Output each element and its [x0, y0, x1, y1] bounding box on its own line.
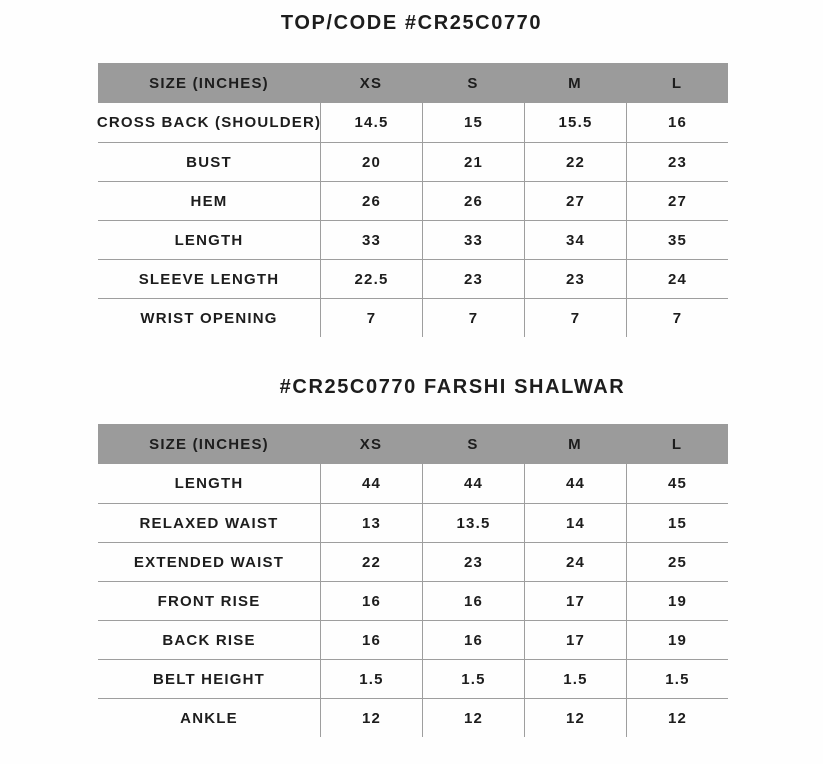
row-label: BELT HEIGHT [152, 670, 266, 688]
table-row [98, 103, 728, 142]
column-header-l: L [671, 435, 683, 453]
size-value: 1.5 [422, 660, 524, 698]
size-column-header: SIZE (INCHES) [149, 74, 269, 92]
row-label: BUST [186, 153, 232, 171]
size-value: 17 [524, 621, 626, 659]
size-value: 7 [320, 299, 422, 337]
size-value: 1.5 [320, 660, 422, 698]
table-row [98, 698, 728, 737]
size-value: 26 [422, 182, 524, 220]
size-table-farshi-shalwar [98, 424, 728, 737]
size-value: 44 [320, 464, 422, 503]
size-value: 16 [422, 621, 524, 659]
row-label: EXTENDED WAIST [133, 553, 285, 571]
size-value: 45 [626, 464, 728, 503]
table-row [98, 298, 728, 337]
size-value: 23 [524, 260, 626, 298]
row-label: SLEEVE LENGTH [138, 270, 280, 288]
column-header-m: M [568, 435, 582, 453]
size-value: 22 [320, 543, 422, 581]
row-label: LENGTH [174, 475, 244, 492]
size-value: 24 [626, 260, 728, 298]
row-label: HEM [190, 192, 228, 210]
row-label: FRONT RISE [157, 592, 261, 610]
size-value: 1.5 [524, 660, 626, 698]
size-value: 13.5 [422, 504, 524, 542]
size-value: 12 [422, 699, 524, 737]
table-title-farshi-shalwar: #CR25C0770 FARSHI SHALWAR [279, 376, 626, 398]
table-row [98, 220, 728, 259]
size-value: 24 [524, 543, 626, 581]
size-value: 15.5 [524, 103, 626, 142]
size-value: 16 [626, 103, 728, 142]
size-value: 27 [524, 182, 626, 220]
size-value: 44 [524, 464, 626, 503]
table-row [98, 620, 728, 659]
table-row [98, 503, 728, 542]
column-header-xs: XS [359, 74, 383, 92]
column-header-s: S [467, 74, 479, 92]
size-value: 21 [422, 143, 524, 181]
table-header-row [98, 63, 728, 103]
size-table-top [98, 63, 728, 337]
row-label: CROSS BACK (SHOULDER) [96, 114, 322, 131]
size-value: 25 [626, 543, 728, 581]
row-label: ANKLE [180, 709, 238, 727]
size-value: 16 [320, 621, 422, 659]
table-row [98, 181, 728, 220]
column-header-xs: XS [359, 435, 383, 453]
size-value: 22.5 [320, 260, 422, 298]
column-header-s: S [467, 435, 479, 453]
size-value: 22 [524, 143, 626, 181]
size-value: 44 [422, 464, 524, 503]
size-value: 33 [422, 221, 524, 259]
size-value: 7 [422, 299, 524, 337]
size-value: 13 [320, 504, 422, 542]
size-value: 12 [320, 699, 422, 737]
size-value: 7 [524, 299, 626, 337]
table-title-top: TOP/CODE #CR25C0770 [280, 12, 543, 34]
row-label: BACK RISE [162, 631, 256, 649]
size-value: 19 [626, 582, 728, 620]
size-value: 35 [626, 221, 728, 259]
size-column-header: SIZE (INCHES) [149, 435, 269, 453]
size-value: 23 [422, 260, 524, 298]
size-value: 14.5 [320, 103, 422, 142]
column-header-m: M [568, 74, 582, 92]
size-value: 14 [524, 504, 626, 542]
size-value: 23 [422, 543, 524, 581]
size-value: 23 [626, 143, 728, 181]
size-value: 15 [422, 103, 524, 142]
size-value: 20 [320, 143, 422, 181]
column-header-l: L [671, 74, 683, 92]
table-row [98, 581, 728, 620]
size-value: 34 [524, 221, 626, 259]
size-value: 33 [320, 221, 422, 259]
size-value: 12 [524, 699, 626, 737]
size-value: 1.5 [626, 660, 728, 698]
row-label: WRIST OPENING [140, 309, 278, 327]
table-row [98, 464, 728, 503]
table-row [98, 659, 728, 698]
row-label: RELAXED WAIST [139, 514, 279, 532]
size-value: 16 [422, 582, 524, 620]
size-value: 26 [320, 182, 422, 220]
size-value: 17 [524, 582, 626, 620]
size-value: 27 [626, 182, 728, 220]
size-value: 16 [320, 582, 422, 620]
table-row [98, 259, 728, 298]
table-row [98, 542, 728, 581]
size-value: 12 [626, 699, 728, 737]
size-value: 7 [626, 299, 728, 337]
table-row [98, 142, 728, 181]
table-header-row [98, 424, 728, 464]
row-label: LENGTH [174, 231, 244, 249]
size-value: 15 [626, 504, 728, 542]
size-value: 19 [626, 621, 728, 659]
